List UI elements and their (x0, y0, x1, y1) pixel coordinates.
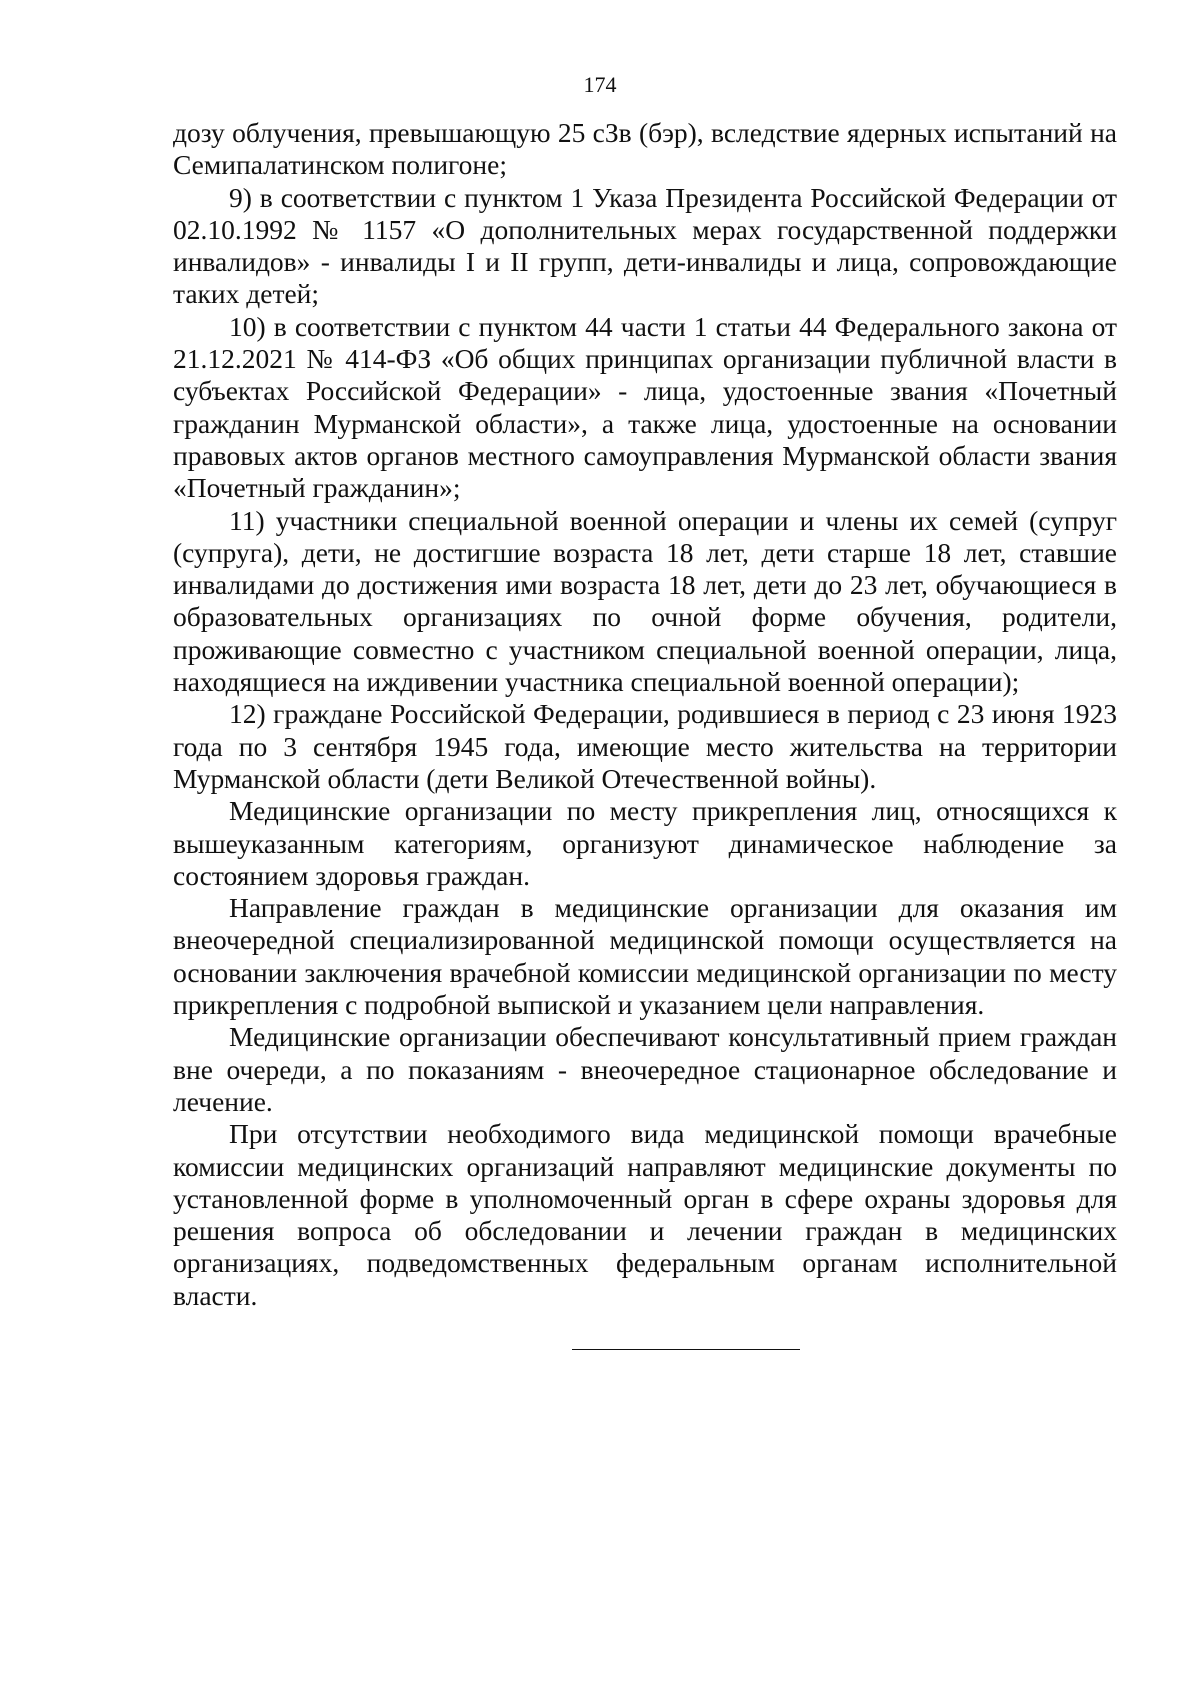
paragraph-referral: Направление граждан в медицинские организации для оказания им внеочередной специализированной медицинской помощи осуществляется на основании заключения врачебной комиссии медицинской организации по месту прикрепления с подробной выпиской и указанием цели направления. (173, 892, 1117, 1021)
paragraph-item-10: 10) в соответствии с пунктом 44 части 1 статьи 44 Федерального закона от 21.12.2021 № 414-ФЗ «Об общих принципах организации публичной власти в субъектах Российской Федерации» - лица, удостоенные звания «Почетный гражданин Мурманской области», а также лица, удостоенные на основании правовых актов органов местного самоуправления Мурманской области звания «Почетный гражданин»; (173, 310, 1117, 504)
end-divider-line (572, 1349, 800, 1350)
paragraph-continuation: дозу облучения, превышающую 25 сЗв (бэр), вследствие ядерных испытаний на Семипалатинском полигоне; (173, 117, 1117, 181)
paragraph-monitoring: Медицинские организации по месту прикрепления лиц, относящихся к вышеуказанным категориям, организуют динамическое наблюдение за состоянием здоровья граждан. (173, 795, 1117, 891)
paragraph-item-12: 12) граждане Российской Федерации, родившиеся в период с 23 июня 1923 года по 3 сентября 1945 года, имеющие место жительства на территории Мурманской области (дети Великой Отечественной войны). (173, 698, 1117, 794)
paragraph-item-9: 9) в соответствии с пунктом 1 Указа Президента Российской Федерации от 02.10.1992 № 1157 «О дополнительных мерах государственной поддержки инвалидов» - инвалиды I и II групп, дети-инвалиды и лица, сопровождающие таких детей; (173, 181, 1117, 310)
paragraph-absence-of-care: При отсутствии необходимого вида медицинской помощи врачебные комиссии медицинских организаций направляют медицинские документы по установленной форме в уполномоченный орган в сфере охраны здоровья для решения вопроса об обследовании и лечении граждан в медицинских организациях, подведомственных федеральным органам исполнительной власти. (173, 1118, 1117, 1311)
page-number: 174 (583, 72, 617, 97)
paragraph-item-11: 11) участники специальной военной операции и члены их семей (супруг (супруга), дети, не достигшие возраста 18 лет, дети старше 18 лет, ставшие инвалидами до достижения ими возраста 18 лет, дети до 23 лет, обучающиеся в образовательных организациях по очной форме обучения, родители, проживающие совместно с участником специальной военной операции, лица, находящиеся на иждивении участника специальной военной операции); (173, 504, 1117, 698)
paragraph-consultation: Медицинские организации обеспечивают консультативный прием граждан вне очереди, а по показаниям - внеочередное стационарное обследование и лечение. (173, 1021, 1117, 1117)
body-text (173, 117, 1117, 1312)
